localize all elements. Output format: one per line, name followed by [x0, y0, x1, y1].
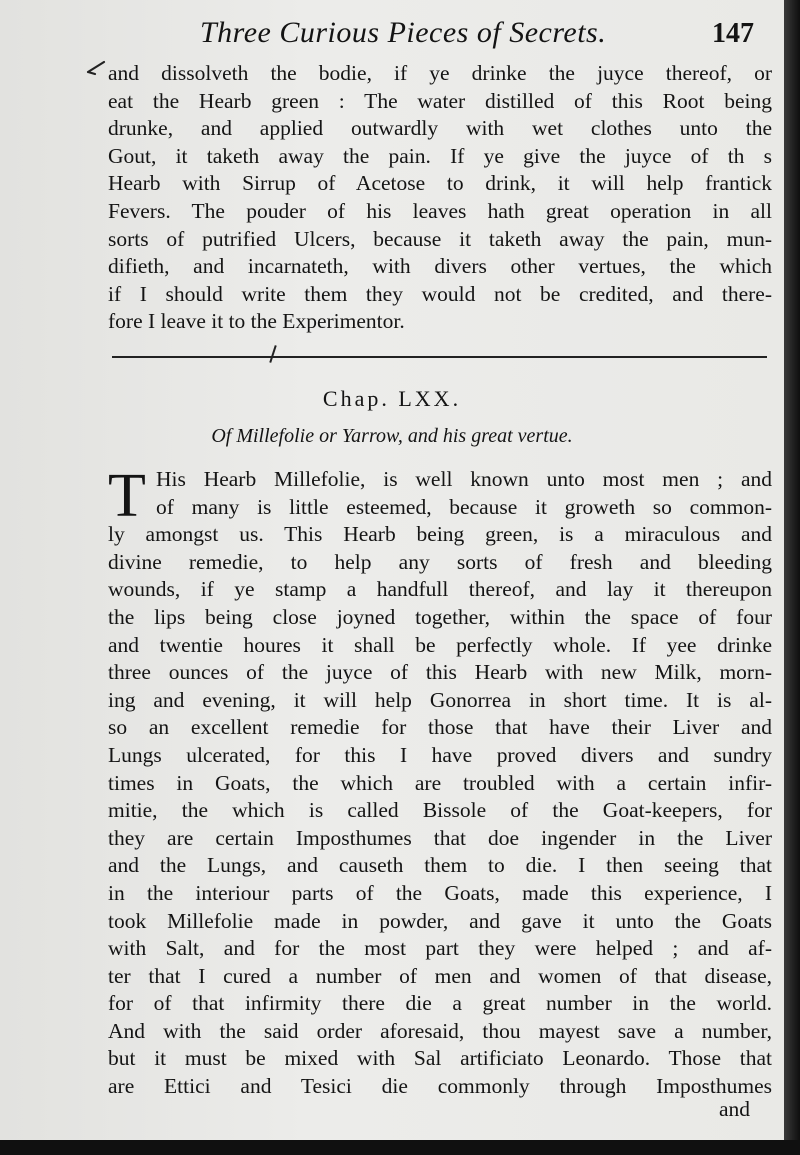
text-line: sorts of putrified Ulcers, because it taketh away the pain, mun-	[108, 226, 772, 251]
section-divider	[112, 356, 767, 358]
paragraph-continued	[108, 60, 772, 336]
text-line: in the interiour parts of the Goats, made this experience, I	[108, 880, 772, 905]
text-line: eat the Hearb green : The water distilled of this Root being	[108, 88, 772, 113]
text-line: His Hearb Millefolie, is well known unto most men ; and	[156, 467, 772, 491]
text-line: are Ettici and Tesici die commonly through Imposthumes	[108, 1074, 772, 1099]
chapter-heading: Chap. LXX.	[322, 386, 462, 411]
text-line: took Millefolie made in powder, and gave it unto the Goats	[108, 908, 772, 933]
text-line: drunke, and applied outwardly with wet clothes unto the	[108, 116, 772, 141]
text-line: ly amongst us. This Hearb being green, is a miraculous and	[108, 522, 772, 547]
catchword: and	[718, 1097, 750, 1121]
divider-tick	[269, 345, 276, 363]
text-line: with Salt, and for the most part they were helped ; and af-	[108, 936, 772, 961]
text-line: for of that infirmity there die a great number in the world.	[108, 991, 772, 1016]
text-line: Fevers. The pouder of his leaves hath great operation in all	[108, 198, 772, 223]
text-line: Gout, it taketh away the pain. If ye give the juyce of th s	[108, 143, 772, 168]
text-line: ter that I cured a number of men and women of that disease,	[108, 963, 772, 988]
text-line: And with the said order aforesaid, thou mayest save a number,	[108, 1018, 772, 1043]
margin-arrow-icon	[86, 58, 106, 78]
text-line: but it must be mixed with Sal artificiato Leonardo. Those that	[108, 1046, 772, 1071]
text-line: fore I leave it to the Experimentor.	[108, 309, 405, 334]
text-line: they are certain Imposthumes that doe ingender in the Liver	[108, 825, 772, 850]
text-line: difieth, and incarnateth, with divers other vertues, the which	[108, 254, 772, 279]
running-title: Three Curious Pieces of Secrets.	[200, 16, 607, 49]
text-line: of many is little esteemed, because it groweth so common-	[156, 494, 772, 519]
text-line: and the Lungs, and causeth them to die. I then seeing that	[108, 853, 772, 878]
page-number: 147	[712, 18, 754, 49]
text-line: three ounces of the juyce of this Hearb with new Milk, morn-	[108, 660, 772, 685]
page-header	[0, 14, 784, 54]
scan-bottom-edge	[0, 1140, 800, 1155]
chapter-body	[108, 462, 772, 1101]
text-line: if I should write them they would not be credited, and there-	[108, 281, 772, 306]
page-edge-shadow	[784, 0, 800, 1155]
text-line: Lungs ulcerated, for this I have proved divers and sundry	[108, 742, 772, 767]
text-line: the lips being close joyned together, within the space of four	[108, 604, 772, 629]
text-line: times in Goats, the which are troubled with a certain infir-	[108, 770, 772, 795]
text-line: wounds, if ye stamp a handfull thereof, and lay it thereupon	[108, 577, 772, 602]
text-line: Hearb with Sirrup of Acetose to drink, it will help frantick	[108, 171, 772, 196]
text-line: so an excellent remedie for those that have their Liver and	[108, 715, 772, 740]
text-line: and twentie houres it shall be perfectly whole. If yee drinke	[108, 632, 772, 657]
text-line: ing and evening, it will help Gonorrea in short time. It is al-	[108, 687, 772, 712]
text-line: and dissolveth the bodie, if ye drinke the juyce thereof, or	[108, 61, 772, 85]
drop-cap: T	[108, 462, 146, 530]
text-line: mitie, the which is called Bissole of the Goat-keepers, for	[108, 798, 772, 823]
chapter-subtitle: Of Millefolie or Yarrow, and his great vertue.	[211, 425, 573, 447]
text-line: divine remedie, to help any sorts of fresh and bleeding	[108, 549, 772, 574]
